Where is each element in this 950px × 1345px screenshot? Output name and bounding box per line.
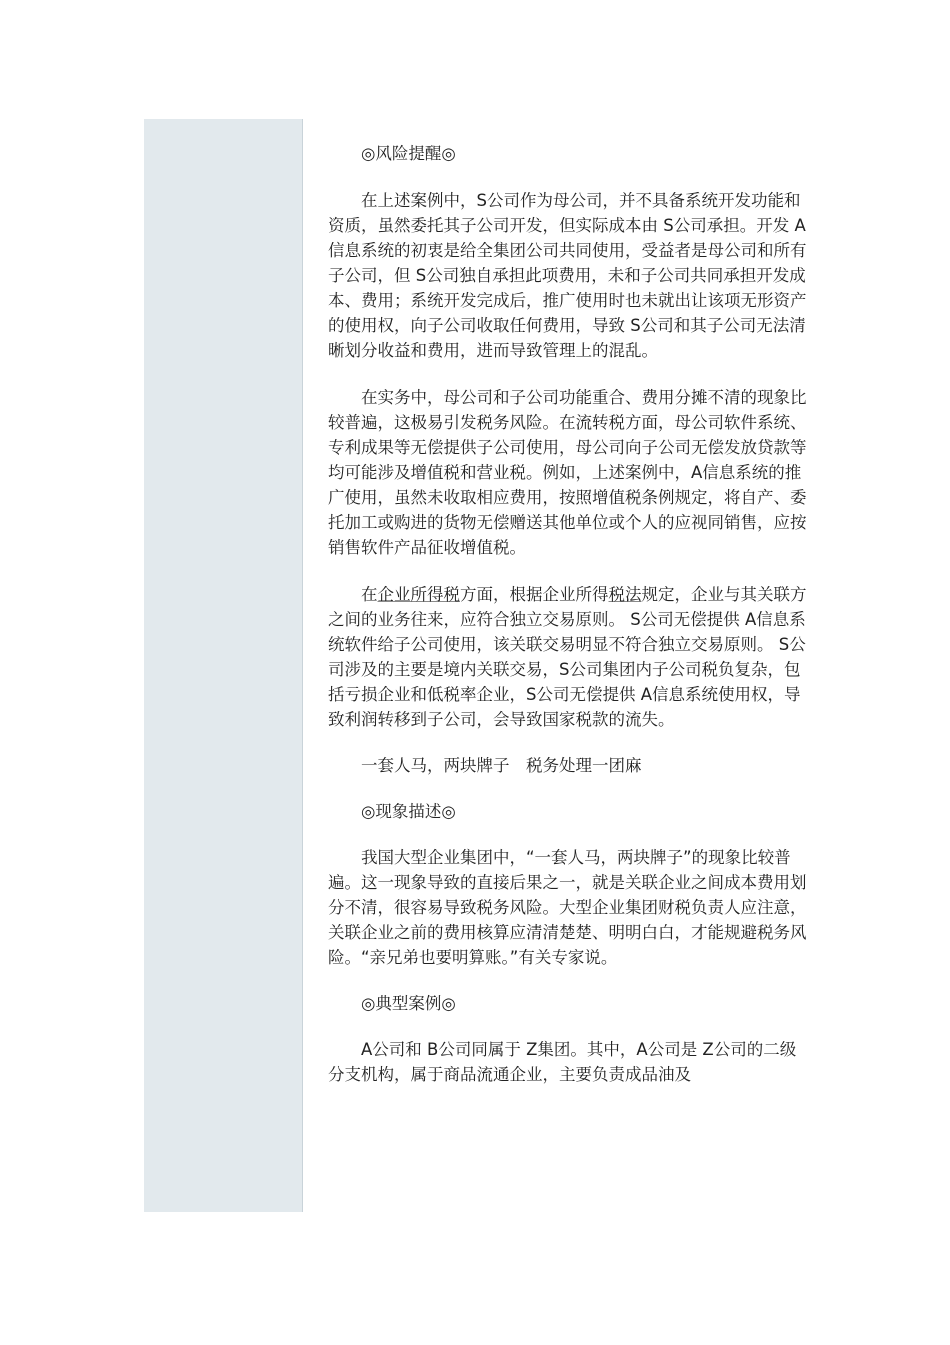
phenomenon-heading: ◎现象描述◎ <box>361 802 456 821</box>
phenomenon-paragraph: 我国大型企业集团中，“一套人马，两块牌子”的现象比较普遍。这一现象导致的直接后果之一，就是关联企业之间成本费用划分不清，很容易导致税务风险。大型企业集团财税负责人应注意，关联企业之前的费用核算应清清楚楚、明明白白，才能规避税务风险。“亲兄弟也要明算账。”有关专家说。 <box>328 848 807 967</box>
document-body <box>328 141 808 1087</box>
link-enterprise-income-tax[interactable]: 企业所得税 <box>377 585 460 604</box>
risk-paragraph-2: 在实务中，母公司和子公司功能重合、费用分摊不清的现象比较普遍，这极易引发税务风险。在流转税方面，母公司软件系统、专利成果等无偿提供子公司使用，母公司向子公司无偿发放贷款等均可能涉及增值税和营业税。例如，上述案例中，A信息系统的推广使用，虽然未收取相应费用，按照增值税条例规定，将自产、委托加工或购进的货物无偿赠送其他单位或个人的应视同销售，应按销售软件产品征收增值税。 <box>328 388 807 557</box>
case-heading: ◎典型案例◎ <box>361 994 456 1013</box>
paragraph-text: 在 <box>361 585 378 604</box>
paragraph-text: 方面，根据企业所得 <box>460 585 609 604</box>
section-title: 一套人马，两块牌子 税务处理一团麻 <box>361 756 642 775</box>
risk-heading: ◎风险提醒◎ <box>361 144 456 163</box>
case-paragraph: A公司和 B公司同属于 Z集团。其中，A公司是 Z公司的二级分支机构，属于商品流通企业，主要负责成品油及 <box>328 1040 797 1084</box>
link-tax-law[interactable]: 税法 <box>608 585 642 604</box>
paragraph-text: 规定，企业与其关联方之间的业务往来，应符合独立交易原则。 S公司无偿提供 A信息系统软件给子公司使用，该关联交易明显不符合独立交易原则。 S公司涉及的主要是境内关联交易，S公司集团内子公司税负复杂，包括亏损企业和低税率企业，S公司无偿提供 A信息系统使用权，导致利润转移到子公司，会导致国家税款的流失。 <box>328 585 807 729</box>
risk-paragraph-3 <box>328 582 808 732</box>
risk-paragraph-1: 在上述案例中，S公司作为母公司，并不具备系统开发功能和资质，虽然委托其子公司开发，但实际成本由 S公司承担。开发 A信息系统的初衷是给全集团公司共同使用，受益者是母公司和所有子公司，但 S公司独自承担此项费用，未和子公司共同承担开发成本、费用；系统开发完成后，推广使用时也未就出让该项无形资产的使用权，向子公司收取任何费用，导致 S公司和其子公司无法清晰划分收益和费用，进而导致管理上的混乱。 <box>328 191 807 360</box>
left-margin-panel <box>144 119 303 1212</box>
